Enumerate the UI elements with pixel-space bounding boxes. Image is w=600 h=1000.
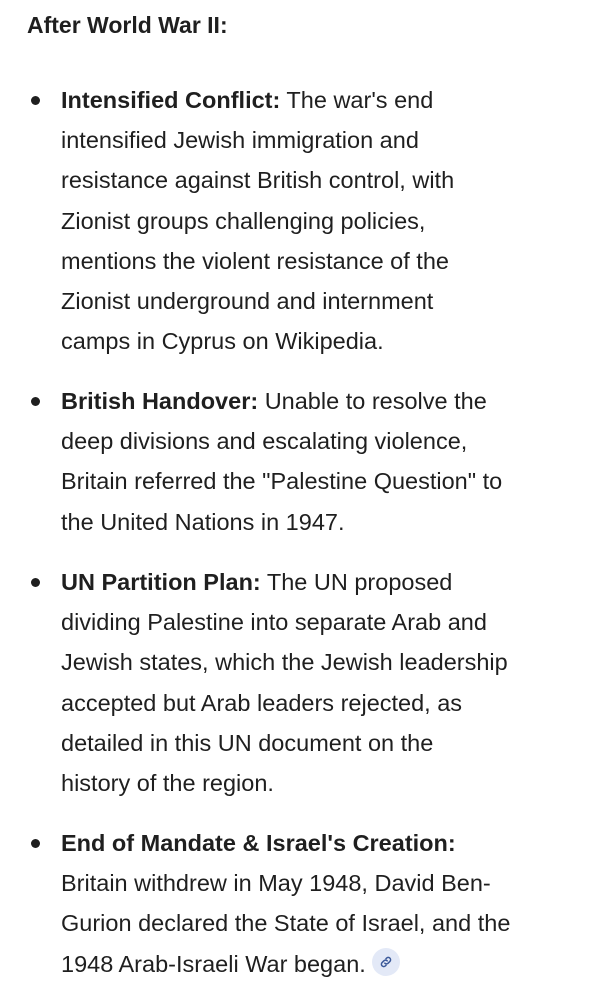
text-line: The UN proposed [260, 569, 453, 595]
list-item-text [61, 381, 581, 542]
list-item-title: British Handover: [61, 388, 259, 414]
bullet-icon [31, 96, 40, 105]
list-item-title: UN Partition Plan: [61, 569, 261, 595]
list-item-text [61, 562, 581, 803]
text-line: Zionist groups challenging policies, [61, 207, 426, 234]
text-line: Britain withdrew in May 1948, David Ben- [61, 870, 491, 897]
text-line: detailed in this UN document on the [61, 729, 434, 756]
bullet-icon [31, 578, 40, 587]
text-line: the United Nations in 1947. [61, 508, 345, 535]
text-line: Gurion declared the State of Israel, and the [61, 910, 511, 937]
text-line: history of the region. [61, 770, 274, 797]
list-item-title: Intensified Conflict: [61, 87, 281, 113]
text-line: accepted but Arab leaders rejected, as [61, 689, 463, 716]
list-item-title: End of Mandate & Israel's Creation: [61, 830, 456, 856]
source-link-button[interactable] [372, 948, 400, 976]
list-item-text [61, 80, 581, 361]
link-icon [379, 955, 393, 969]
text-line: The war's end [280, 87, 434, 113]
text-line: mentions the violent resistance of the [61, 247, 449, 274]
text-line: resistance against British control, with [61, 167, 455, 194]
text-line: Jewish states, which the Jewish leadership [61, 649, 508, 676]
text-line: intensified Jewish immigration and [61, 127, 419, 154]
bullet-icon [31, 397, 40, 406]
text-line: 1948 Arab-Israeli War began. [61, 950, 366, 977]
text-line: dividing Palestine into separate Arab and [61, 609, 487, 636]
section-heading: After World War II: [27, 12, 228, 38]
text-line: camps in Cyprus on Wikipedia. [61, 328, 384, 355]
text-line: Unable to resolve the [258, 388, 487, 414]
text-line: Britain referred the "Palestine Question" to [61, 468, 503, 495]
text-line: Zionist underground and internment [61, 288, 434, 315]
bullet-icon [31, 839, 40, 848]
list-item-text [61, 823, 581, 984]
text-line: deep divisions and escalating violence, [61, 428, 468, 455]
